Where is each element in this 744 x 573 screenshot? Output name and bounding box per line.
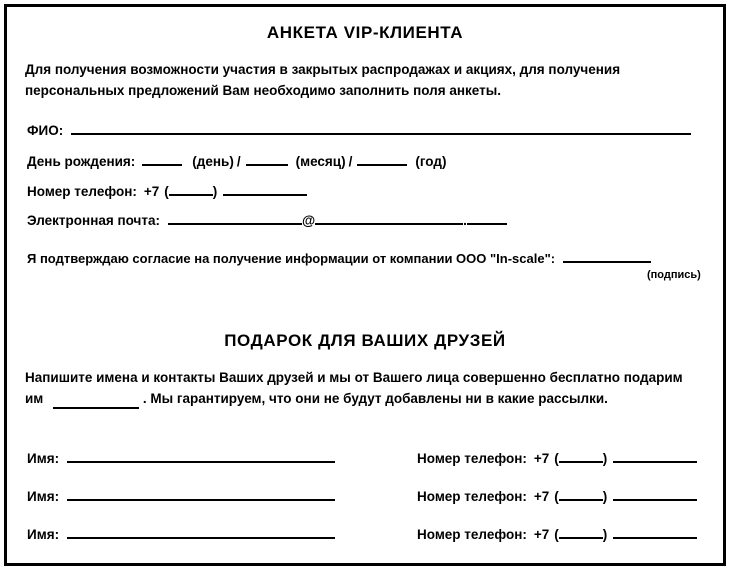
friend-1-phone-prefix: +7 xyxy=(533,451,550,466)
birthday-month-blank[interactable] xyxy=(246,151,288,166)
phone-label: Номер телефон: xyxy=(27,184,137,199)
gift-section-title: ПОДАРОК ДЛЯ ВАШИХ ДРУЗЕЙ xyxy=(224,331,506,350)
friend-3-paren-open: ( xyxy=(554,527,559,542)
friend-2-paren-open: ( xyxy=(554,489,559,504)
phone-area-code-blank[interactable] xyxy=(169,181,213,196)
friend-1-paren-close: ) xyxy=(602,451,608,466)
phone-paren-open: ( xyxy=(164,184,169,199)
form-content xyxy=(7,7,723,563)
form-border-frame xyxy=(4,4,726,566)
consent-row xyxy=(27,248,653,266)
friend-1-area-code-blank[interactable] xyxy=(559,448,603,463)
friend-name-row-2 xyxy=(27,486,337,504)
friend-2-phone-label: Номер телефон: xyxy=(417,489,527,504)
gift-line-1: Напишите имена и контакты Ваших друзей и мы от Вашего лица совершенно бесплатно подарим xyxy=(25,370,683,385)
friend-3-phone-label: Номер телефон: xyxy=(417,527,527,542)
birthday-day-blank[interactable] xyxy=(142,151,182,166)
field-row-fullname xyxy=(27,120,693,138)
friend-name-row-1 xyxy=(27,448,337,466)
fullname-input-blank[interactable] xyxy=(71,120,691,135)
email-label: Электронная почта: xyxy=(27,213,160,228)
field-row-birthday xyxy=(27,151,446,169)
phone-country-prefix: +7 xyxy=(143,184,160,199)
friend-3-paren-close: ) xyxy=(602,527,608,542)
gift-line-2-after: . Мы гарантируем, что они не будут добавлены ни в какие рассылки. xyxy=(142,391,608,406)
friend-phone-row-1 xyxy=(417,448,699,466)
friend-3-phone-blank[interactable] xyxy=(613,524,697,539)
consent-signature-blank[interactable] xyxy=(563,248,651,263)
page-title: АНКЕТА VIP-КЛИЕНТА xyxy=(266,23,464,42)
intro-line-1: Для получения возможности участия в закрытых распродажах и акциях, для получения xyxy=(25,62,621,77)
birthday-month-hint: (месяц) xyxy=(295,154,346,169)
email-local-blank[interactable] xyxy=(168,210,302,225)
friend-3-phone-prefix: +7 xyxy=(533,527,550,542)
signature-hint-label: (подпись) xyxy=(647,269,701,281)
gift-paragraph xyxy=(25,367,683,409)
gift-line-2 xyxy=(25,388,683,409)
email-dot-symbol: . xyxy=(463,213,467,228)
field-row-phone xyxy=(27,181,309,199)
friend-2-name-blank[interactable] xyxy=(67,486,335,501)
friend-1-paren-open: ( xyxy=(554,451,559,466)
birthday-year-blank[interactable] xyxy=(357,151,407,166)
friend-3-name-blank[interactable] xyxy=(67,524,335,539)
phone-number-blank[interactable] xyxy=(223,181,307,196)
email-at-symbol: @ xyxy=(302,213,316,228)
friend-2-phone-prefix: +7 xyxy=(533,489,550,504)
friend-phone-row-2 xyxy=(417,486,699,504)
field-row-email xyxy=(27,210,507,228)
consent-text: Я подтверждаю согласие на получение информации от компании ООО "In-scale": xyxy=(27,251,556,266)
birthday-year-hint: (год) xyxy=(415,154,447,169)
birthday-day-hint: (день) xyxy=(192,154,234,169)
birthday-separator-2: / xyxy=(348,154,353,169)
gift-line-2-before: им xyxy=(25,391,44,406)
email-tld-blank[interactable] xyxy=(467,210,507,225)
birthday-label: День рождения: xyxy=(27,154,136,169)
friend-name-row-3 xyxy=(27,524,337,542)
friend-phone-row-3 xyxy=(417,524,699,542)
gift-amount-blank[interactable] xyxy=(53,394,139,409)
phone-paren-close: ) xyxy=(212,184,218,199)
intro-paragraph xyxy=(25,59,620,101)
friend-1-phone-label: Номер телефон: xyxy=(417,451,527,466)
friend-3-name-label: Имя: xyxy=(27,527,60,542)
friend-2-name-label: Имя: xyxy=(27,489,60,504)
birthday-separator-1: / xyxy=(236,154,241,169)
email-domain-blank[interactable] xyxy=(315,210,463,225)
intro-line-2: персональных предложений Вам необходимо заполнить поля анкеты. xyxy=(25,83,502,98)
friend-1-name-label: Имя: xyxy=(27,451,60,466)
fullname-label: ФИО: xyxy=(27,123,64,138)
friend-1-name-blank[interactable] xyxy=(67,448,335,463)
friend-1-phone-blank[interactable] xyxy=(613,448,697,463)
friend-3-area-code-blank[interactable] xyxy=(559,524,603,539)
friend-2-phone-blank[interactable] xyxy=(613,486,697,501)
friend-2-paren-close: ) xyxy=(602,489,608,504)
friend-2-area-code-blank[interactable] xyxy=(559,486,603,501)
